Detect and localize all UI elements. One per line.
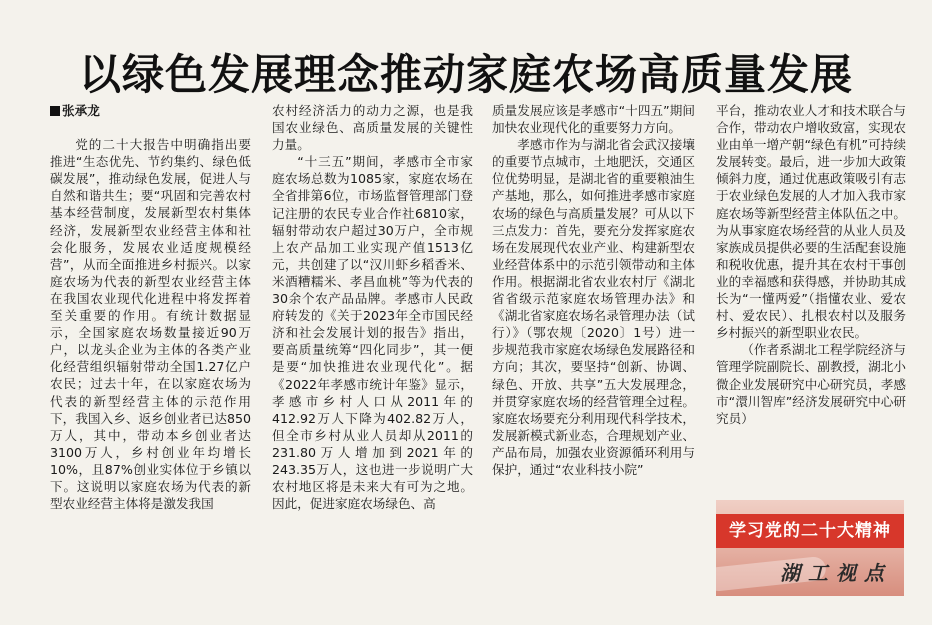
paragraph: 质量发展应该是孝感市“十四五”期间加快农业现代化的重要努力方向。 — [492, 103, 695, 136]
column-1 — [50, 102, 251, 512]
paragraph: 农村经济活力的动力之源，也是我国农业绿色、高质量发展的关键性力量。 — [272, 103, 473, 153]
banner-title: 学习党的二十大精神 — [729, 521, 891, 541]
column-2 — [272, 102, 473, 512]
column-3 — [492, 102, 695, 478]
byline — [50, 102, 251, 119]
paragraph: “十三五”期间，孝感市全市家庭农场总数为1085家，家庭农场在全省排第6位，市场监督管理部门登记注册的农民专业合作社6810家，辐射带动农户超过30万户，全市规上农产品加工业实现产值1513亿元，共创建了以“汉川虾乡稻香米、米酒糟糯米、孝昌血桃”等为代表的30余个农产品品牌。孝感市人民政府转发的《关于2023年全市国民经济和社会发展计划的报告》指出，要高质量统筹“四化同步”，其一便是要“加快推进农业现代化”。据《2022年孝感市统计年鉴》显示，孝感市乡村人口从2011年的412.92万人下降为402.82万人，但全市乡村从业人员却从2011的231.80万人增加到2021年的243.35万人，这也进一步说明广大农村地区将是未来大有可为之地。因此，促进家庭农场绿色、高 — [272, 154, 473, 512]
byline-square-icon — [50, 106, 60, 116]
paragraph: 平台，推动农业人才和技术联合与合作，带动农户增收致富，实现农业由单一增产朝“绿色有机”可持续发展转变。最后，进一步加大政策倾斜力度，通过优惠政策吸引有志于农业绿色发展的人才加入我市家庭农场等新型经营主体队伍之中。为从事家庭农场经营的从业人员及家族成员提供必要的生活配套设施和税收优惠，提升其在农村干事创业的幸福感和获得感，并协助其成长为“一懂两爱”（指懂农业、爱农村、爱农民）、扎根农村以及服务乡村振兴的新型职业农民。 — [716, 103, 906, 341]
column-4 — [716, 102, 906, 427]
paragraph: 党的二十大报告中明确指出要推进“生态优先、节约集约、绿色低碳发展”，推动绿色发展，促进人与自然和谐共生；要“巩固和完善农村基本经营制度，发展新型农村集体经济，发展新型农业经营主体和社会化服务，发展农业适度规模经营”，从而全面推进乡村振兴。以家庭农场为代表的新型农业经营主体在我国农业现代化进程中将发挥着至关重要的作用。有统计数据显示，全国家庭农场数量接近90万户，以龙头企业为主体的各类产业化经营组织辐射带动全国1.27亿户农民；过去十年，在以家庭农场为代表的新型经营主体的示范作用下，我国入乡、返乡创业者已达850万人，其中，带动本乡创业者达3100万人，乡村创业年均增长10%，且87%创业实体位于乡镇以下。这说明以家庭农场为代表的新型农业经营主体将是激发我国 — [50, 137, 251, 512]
headline: 以绿色发展理念推动家庭农场高质量发展 — [78, 50, 853, 100]
column-banner — [716, 500, 904, 596]
author-bio: （作者系湖北工程学院经济与管理学院副院长、副教授，湖北小微企业发展研究中心研究员，孝感市“澴川智库”经济发展研究中心研究员） — [716, 342, 906, 426]
banner-subtitle: 湖工视点 — [780, 561, 892, 585]
author-name: 张承龙 — [62, 103, 100, 118]
paragraph: 孝感市作为与湖北省会武汉接壤的重要节点城市，土地肥沃，交通区位优势明显，是湖北省的重要粮油生产基地，那么，如何推进孝感市家庭农场的绿色与高质量发展？可从以下三点发力：首先，要充分发挥家庭农场在发展现代农业产业、构建新型农业经营体系中的示范引领带动和主体作用。根据湖北省农业农村厅《湖北省省级示范家庭农场管理办法》和《湖北省家庭农场名录管理办法（试行）》（鄂农规〔2020〕1号）进一步规范我市家庭农场绿色发展路径和方向；其次，要坚持“创新、协调、绿色、开放、共享”五大发展理念，并贯穿家庭农场的经营管理全过程。家庭农场要充分利用现代科学技术，发展新模式新业态，合理规划产业、产品布局，加强农业资源循环利用与保护，通过“农业科技小院” — [492, 137, 695, 477]
